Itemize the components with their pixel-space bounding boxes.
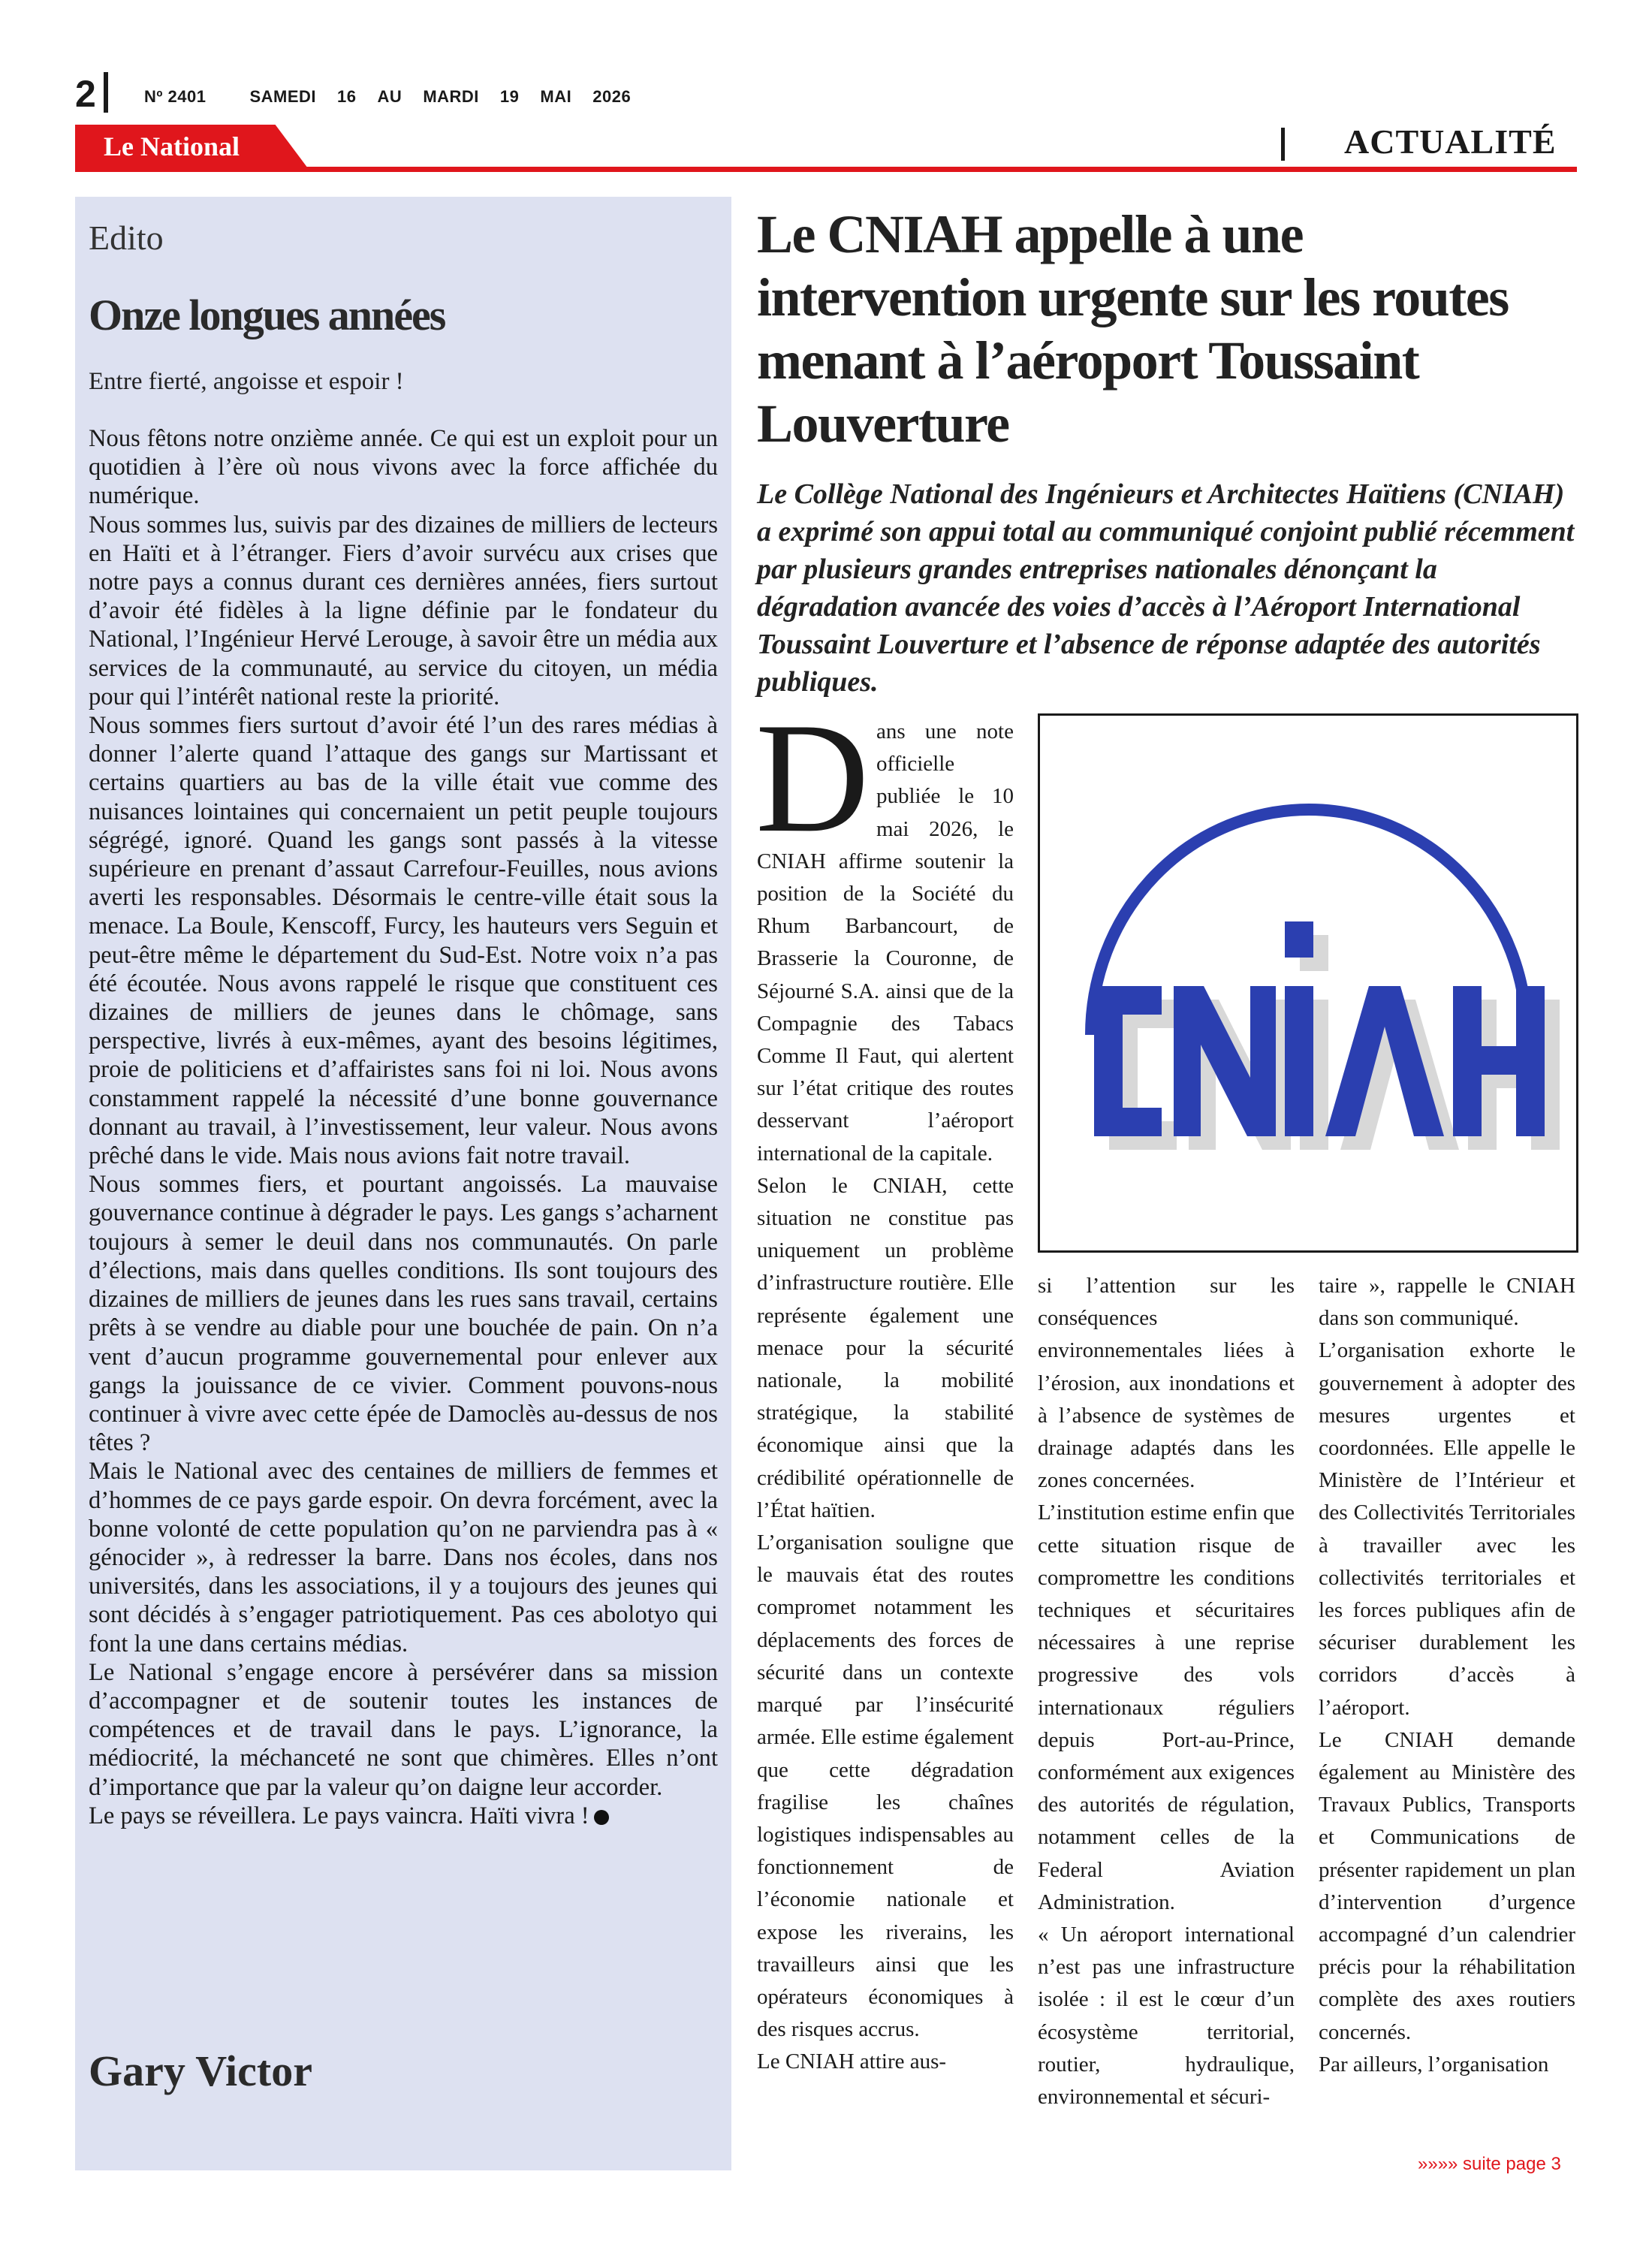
folio-divider [104, 72, 108, 113]
edito-body [89, 424, 718, 1830]
edito-paragraph-last [89, 1802, 718, 1830]
edito-paragraph: Le National s’engage encore à persévérer dans sa mission d’accompagner et de soutenir toutes les instances de compétences et de travail dans le pays. L’ignorance, la médiocrité, la méchanceté ne sont que chimères. Elles n’ont d’importance que par la valeur qu’on daigne leur accorder. [89, 1658, 718, 1801]
cniah-logo-icon [1040, 716, 1576, 1250]
page-number: 2 [75, 73, 96, 115]
date-num-start: 16 [337, 87, 357, 106]
section-divider [1281, 128, 1285, 161]
section-label: ACTUALITÉ [1344, 122, 1557, 161]
article-column-1 [755, 691, 1014, 2079]
edito-paragraph: Nous sommes fiers, et pourtant angoissés. La mauvaise gouvernance continue à dégrader le pays. Les gangs s’acharnent toujours à semer le deuil dans nos communautés. On parle d’élections, mais dans quelles conditions. Ils sont toujours des dizaines de milliers de jeunes dans les rues sans travail, certains prêts à se vendre au diable pour une bouchée de pain. On n’a vent d’aucun programme gouvernemental pour enlever aux gangs la jouissance de ce vivier. Comment pouvons-nous continuer à vivre avec cette épée de Damoclès au-dessus de nos têtes ? [89, 1171, 718, 1457]
end-mark-icon [594, 1810, 609, 1825]
edito-paragraph: Nous sommes lus, suivis par des dizaines de milliers de lecteurs en Haïti et à l’étranger. Fiers d’avoir survécu aux crises que notre pays a connus durant ces dernières années, fiers surtout d’avoir été fidèles à la ligne définie par le fondateur du National, l’Ingénieur Hervé Lerouge, à savoir être un média aux services de la communauté, au service du citoyen, un média pour qui l’intérêt national reste la priorité. [89, 511, 718, 710]
article-paragraph: Le CNIAH attire aus- [757, 2049, 947, 2074]
article-paragraph: Par ailleurs, l’organisation [1319, 2052, 1549, 2077]
edito-paragraph: Nous fêtons notre onzième année. Ce qui est un exploit pour un quotidien à l’ère où nous vivons avec la force affichée du numérique. [89, 425, 718, 510]
article-paragraph: Selon le CNIAH, cette situation ne constitue pas uniquement un problème d’infrastructure routière. Elle représente également une menace pour la sécurité nationale, la mobilité stratégique, la stabilité économique ainsi que la crédibilité opérationnelle de l’État haïtien. [757, 1173, 1014, 1522]
date-day-end: MARDI [423, 87, 479, 106]
article-paragraph: L’organisation souligne que le mauvais état des routes compromet notamment les déplacements des forces de sécurité dans un contexte marqué par l’insécurité armée. Elle estime également que cette dégradation fragilise les chaînes logistiques indispensables au fonctionnement de l’économie nationale et expose les riverains, les travailleurs ainsi que les opérateurs économiques à des risques accrus. [757, 1531, 1014, 2042]
date-month: MAI [540, 87, 572, 106]
article-paragraph: ans une note officielle publiée le 10 mai 2026, le CNIAH affirme soutenir la position de la Société du Rhum Barbancourt, de Brasserie la Couronne, de Séjourné S.A. ainsi que de la Compagnie des Tabacs Comme Il Faut, qui alertent sur l’état critique des routes desservant l’aéroport international de la capitale. [757, 719, 1014, 1166]
date-day-start: SAMEDI [249, 87, 317, 106]
continued-link[interactable]: »»»» suite page 3 [1418, 2154, 1561, 2174]
article-paragraph: L’organisation exhorte le gouvernement à adopter des mesures urgentes et coordonnées. Elle appelle le Ministère de l’Intérieur et des Collectivités Territoriales à travailler avec les collectivités territoriales et les forces publiques afin de sécuriser durablement les corridors d’accès à l’aéroport. [1319, 1338, 1575, 1720]
article-paragraph: taire », rappelle le CNIAH dans son communiqué. [1319, 1274, 1575, 1331]
article-lede: Le Collège National des Ingénieurs et Architectes Haïtiens (CNIAH) a exprimé son appui total au communiqué conjoint publié récemment par plusieurs grandes entreprises nationales dénonçant la dégradation avancée des voies d’accès à l’Aéroport International Toussaint Louverture et l’absence de réponse adaptée des autorités publiques. [757, 478, 1575, 698]
issue-number: Nº 2401 [144, 87, 206, 106]
edito-kicker: Edito [89, 219, 164, 257]
edito-subtitle: Entre fierté, angoisse et espoir ! [89, 368, 404, 395]
article-headline: Le CNIAH appelle à une intervention urgente sur les routes menant à l’aéroport Toussaint Louverture [757, 204, 1509, 454]
cniah-logo-image [1038, 713, 1578, 1253]
edito-title: Onze longues années [89, 291, 445, 339]
article-paragraph: Le CNIAH demande également au Ministère des Travaux Publics, Transports et Communications de présenter rapidement un plan d’intervention d’urgence accompagné d’un calendrier précis pour la réhabilitation complète des axes routiers concernés. [1319, 1727, 1575, 2044]
date-au: AU [377, 87, 402, 106]
article-paragraph: « Un aéroport international n’est pas une infrastructure isolée : il est le cœur d’un écosystème territorial, routier, hydraulique, environnemental et sécuri- [1038, 1923, 1295, 2110]
date-year: 2026 [592, 87, 632, 106]
dateline [144, 87, 631, 107]
article-column-2 [1038, 1270, 1295, 2113]
edito-paragraph: Nous sommes fiers surtout d’avoir été l’un des rares médias à donner l’alerte quand l’attaque des gangs sur Martissant et certains quartiers au bas de la ville était vue comme des nuisances lointaines qui concernaient un petit peuple toujours ségrégé, ignoré. Quand les gangs sont passés à la vitesse supérieure en prenant d’assaut Carrefour-Feuilles, nous avions averti les responsables. Désormais le centre-ville était sous la menace. La Boule, Kenscoff, Furcy, les hauteurs vers Seguin et peut-être même le département du Sud-Est. Notre voix n’a pas été écoutée. Nous avons rappelé le risque que constituent ces dizaines de milliers de jeunes dans le chômage, sans perspective, livrés à eux-mêmes, ayant des besoins légitimes, proie de politiciens et d’affairistes sans foi ni loi. Nous avons constamment rappelé la nécessité d’une bonne gouvernance donnant au travail, à l’investissement, leur valeur. Nous avons prêché dans le vide. Mais nous avions fait notre travail. [89, 712, 718, 1170]
dropcap-box [755, 691, 873, 865]
date-num-end: 19 [499, 87, 520, 106]
header-rule [75, 167, 1577, 172]
edito-paragraph: Mais le National avec des centaines de milliers de femmes et d’hommes de ce pays garde espoir. On devra forcément, avec la bonne volonté de cette population qu’on ne parviendra pas à « génocider », à redresser la barre. Dans nos écoles, dans nos universités, dans les associations, il y a toujours des jeunes qui sont décidés à s’engager patriotiquement. Pas ces abolotyo qui font la une dans certains médias. [89, 1458, 718, 1657]
edito-closing-text: Le pays se réveillera. Le pays vaincra. Haïti vivra ! [89, 1802, 589, 1829]
article-paragraph: si l’attention sur les conséquences environnementales liées à l’érosion, aux inondations et à l’absence de systèmes de drainage adaptés dans les zones concernées. [1038, 1274, 1295, 1493]
dropcap: D [755, 691, 870, 865]
article-column-3 [1319, 1270, 1575, 2081]
article-paragraph: L’institution estime enfin que cette situation risque de compromettre les conditions techniques et sécuritaires nécessaires à une reprise progressive des vols internationaux réguliers depuis Port-au-Prince, conformément aux exigences des autorités de régulation, notamment celles de la Federal Aviation Administration. [1038, 1500, 1295, 1914]
edito-signature: Gary Victor [89, 2046, 312, 2095]
brand-name: Le National [104, 131, 240, 161]
